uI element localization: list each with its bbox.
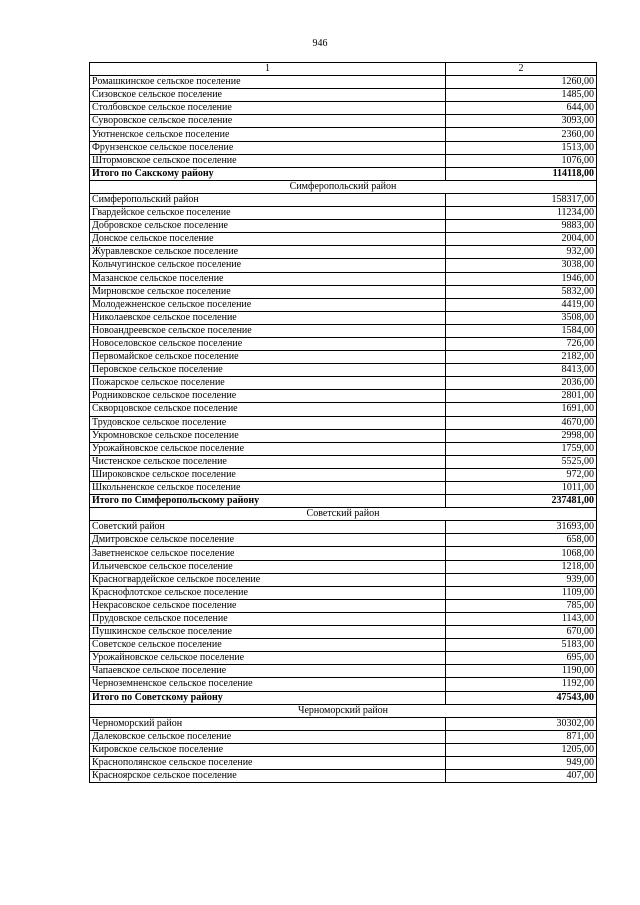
table-row (90, 128, 597, 141)
table-row (90, 482, 597, 495)
settlement-name: Трудовское сельское поселение (90, 416, 446, 429)
settlement-name: Дмитровское сельское поселение (90, 534, 446, 547)
settlement-name: Черноморский район (90, 717, 446, 730)
amount-value: 2182,00 (446, 351, 597, 364)
table-row (90, 743, 597, 756)
amount-value: 3038,00 (446, 259, 597, 272)
amount-value: 30302,00 (446, 717, 597, 730)
settlement-name: Некрасовское сельское поселение (90, 599, 446, 612)
table-row (90, 337, 597, 350)
settlement-name: Ильичевское сельское поселение (90, 560, 446, 573)
table-row (90, 678, 597, 691)
settlement-name: Гвардейское сельское поселение (90, 207, 446, 220)
settlement-name: Журавлевское сельское поселение (90, 246, 446, 259)
table-row (90, 586, 597, 599)
amount-value: 1691,00 (446, 403, 597, 416)
section-header-row (90, 508, 597, 521)
settlement-name: Сизовское сельское поселение (90, 89, 446, 102)
settlement-name: Урожайновское сельское поселение (90, 652, 446, 665)
table-row (90, 665, 597, 678)
table-row (90, 89, 597, 102)
amount-value: 1143,00 (446, 612, 597, 625)
amount-value: 1260,00 (446, 76, 597, 89)
settlement-name: Черноземненское сельское поселение (90, 678, 446, 691)
total-value: 47543,00 (446, 691, 597, 704)
settlement-name: Краснополянское сельское поселение (90, 756, 446, 769)
amount-value: 2360,00 (446, 128, 597, 141)
settlement-name: Скворцовское сельское поселение (90, 403, 446, 416)
settlement-name: Добровское сельское поселение (90, 220, 446, 233)
amount-value: 932,00 (446, 246, 597, 259)
settlement-name: Столбовское сельское поселение (90, 102, 446, 115)
table-row (90, 246, 597, 259)
section-header-row (90, 180, 597, 193)
table-row (90, 468, 597, 481)
table-row (90, 652, 597, 665)
settlement-name: Молодежненское сельское поселение (90, 298, 446, 311)
settlement-name: Штормовское сельское поселение (90, 154, 446, 167)
amount-value: 949,00 (446, 756, 597, 769)
amount-value: 3508,00 (446, 311, 597, 324)
table-row (90, 351, 597, 364)
table-row (90, 298, 597, 311)
table-row (90, 324, 597, 337)
settlement-name: Новоселовское сельское поселение (90, 337, 446, 350)
amount-value: 1946,00 (446, 272, 597, 285)
column-header-2: 2 (446, 63, 597, 76)
total-label: Итого по Советскому району (90, 691, 446, 704)
table-row (90, 377, 597, 390)
total-row (90, 691, 597, 704)
settlement-name: Мазанское сельское поселение (90, 272, 446, 285)
settlement-name: Ромашкинское сельское поселение (90, 76, 446, 89)
settlement-name: Мирновское сельское поселение (90, 285, 446, 298)
settlement-name: Укромновское сельское поселение (90, 429, 446, 442)
amount-value: 670,00 (446, 626, 597, 639)
column-header-1: 1 (90, 63, 446, 76)
settlement-name: Чапаевское сельское поселение (90, 665, 446, 678)
table-row (90, 220, 597, 233)
amount-value: 644,00 (446, 102, 597, 115)
settlement-name: Советский район (90, 521, 446, 534)
table-row (90, 207, 597, 220)
table-row (90, 193, 597, 206)
section-title: Советский район (90, 508, 597, 521)
settlement-name: Перовское сельское поселение (90, 364, 446, 377)
section-title: Черноморский район (90, 704, 597, 717)
budget-table (89, 62, 597, 783)
amount-value: 1011,00 (446, 482, 597, 495)
table-row (90, 521, 597, 534)
amount-value: 5525,00 (446, 455, 597, 468)
amount-value: 5183,00 (446, 639, 597, 652)
amount-value: 11234,00 (446, 207, 597, 220)
amount-value: 2004,00 (446, 233, 597, 246)
table-row (90, 639, 597, 652)
total-label: Итого по Симферопольскому району (90, 495, 446, 508)
table-row (90, 115, 597, 128)
settlement-name: Кольчугинское сельское поселение (90, 259, 446, 272)
amount-value: 8413,00 (446, 364, 597, 377)
table-row (90, 364, 597, 377)
section-header-row (90, 704, 597, 717)
table-row (90, 416, 597, 429)
settlement-name: Широковское сельское поселение (90, 468, 446, 481)
amount-value: 1109,00 (446, 586, 597, 599)
settlement-name: Школьненское сельское поселение (90, 482, 446, 495)
amount-value: 1068,00 (446, 547, 597, 560)
table-row (90, 560, 597, 573)
table-row (90, 599, 597, 612)
settlement-name: Первомайское сельское поселение (90, 351, 446, 364)
amount-value: 1759,00 (446, 442, 597, 455)
amount-value: 4419,00 (446, 298, 597, 311)
table-row (90, 233, 597, 246)
table-row (90, 756, 597, 769)
settlement-name: Чистенское сельское поселение (90, 455, 446, 468)
table-row (90, 573, 597, 586)
table-row (90, 102, 597, 115)
amount-value: 2036,00 (446, 377, 597, 390)
table-row (90, 626, 597, 639)
amount-value: 1205,00 (446, 743, 597, 756)
page-number: 946 (312, 38, 328, 49)
amount-value: 658,00 (446, 534, 597, 547)
settlement-name: Пожарское сельское поселение (90, 377, 446, 390)
settlement-name: Прудовское сельское поселение (90, 612, 446, 625)
amount-value: 871,00 (446, 730, 597, 743)
total-label: Итого по Сакскому району (90, 167, 446, 180)
table-row (90, 311, 597, 324)
amount-value: 9883,00 (446, 220, 597, 233)
amount-value: 5832,00 (446, 285, 597, 298)
total-value: 114118,00 (446, 167, 597, 180)
amount-value: 695,00 (446, 652, 597, 665)
settlement-name: Донское сельское поселение (90, 233, 446, 246)
settlement-name: Родниковское сельское поселение (90, 390, 446, 403)
amount-value: 1485,00 (446, 89, 597, 102)
settlement-name: Новоандреевское сельское поселение (90, 324, 446, 337)
amount-value: 1192,00 (446, 678, 597, 691)
total-row (90, 167, 597, 180)
table-row (90, 717, 597, 730)
settlement-name: Советское сельское поселение (90, 639, 446, 652)
table-row (90, 141, 597, 154)
settlement-name: Красногвардейское сельское поселение (90, 573, 446, 586)
amount-value: 1076,00 (446, 154, 597, 167)
amount-value: 4670,00 (446, 416, 597, 429)
settlement-name: Кировское сельское поселение (90, 743, 446, 756)
settlement-name: Красноярское сельское поселение (90, 770, 446, 783)
settlement-name: Николаевское сельское поселение (90, 311, 446, 324)
table-row (90, 154, 597, 167)
settlement-name: Симферопольский район (90, 193, 446, 206)
table-row (90, 390, 597, 403)
amount-value: 726,00 (446, 337, 597, 350)
table-row (90, 259, 597, 272)
table-row (90, 534, 597, 547)
table-row (90, 429, 597, 442)
settlement-name: Урожайновское сельское поселение (90, 442, 446, 455)
total-row (90, 495, 597, 508)
table-row (90, 455, 597, 468)
table-row (90, 272, 597, 285)
table-row (90, 442, 597, 455)
amount-value: 939,00 (446, 573, 597, 586)
amount-value: 1190,00 (446, 665, 597, 678)
amount-value: 407,00 (446, 770, 597, 783)
table-row (90, 612, 597, 625)
amount-value: 785,00 (446, 599, 597, 612)
table-row (90, 76, 597, 89)
table-row (90, 285, 597, 298)
settlement-name: Краснофлотское сельское поселение (90, 586, 446, 599)
amount-value: 1218,00 (446, 560, 597, 573)
table-row (90, 770, 597, 783)
settlement-name: Фрунзенское сельское поселение (90, 141, 446, 154)
settlement-name: Заветненское сельское поселение (90, 547, 446, 560)
amount-value: 2998,00 (446, 429, 597, 442)
amount-value: 31693,00 (446, 521, 597, 534)
amount-value: 972,00 (446, 468, 597, 481)
settlement-name: Пушкинское сельское поселение (90, 626, 446, 639)
total-value: 237481,00 (446, 495, 597, 508)
settlement-name: Уютненское сельское поселение (90, 128, 446, 141)
amount-value: 158317,00 (446, 193, 597, 206)
table-header-row (90, 63, 597, 76)
settlement-name: Далековское сельское поселение (90, 730, 446, 743)
amount-value: 2801,00 (446, 390, 597, 403)
table-row (90, 403, 597, 416)
table-row (90, 547, 597, 560)
amount-value: 3093,00 (446, 115, 597, 128)
table-body (90, 76, 597, 783)
section-title: Симферопольский район (90, 180, 597, 193)
settlement-name: Суворовское сельское поселение (90, 115, 446, 128)
amount-value: 1584,00 (446, 324, 597, 337)
amount-value: 1513,00 (446, 141, 597, 154)
table-row (90, 730, 597, 743)
